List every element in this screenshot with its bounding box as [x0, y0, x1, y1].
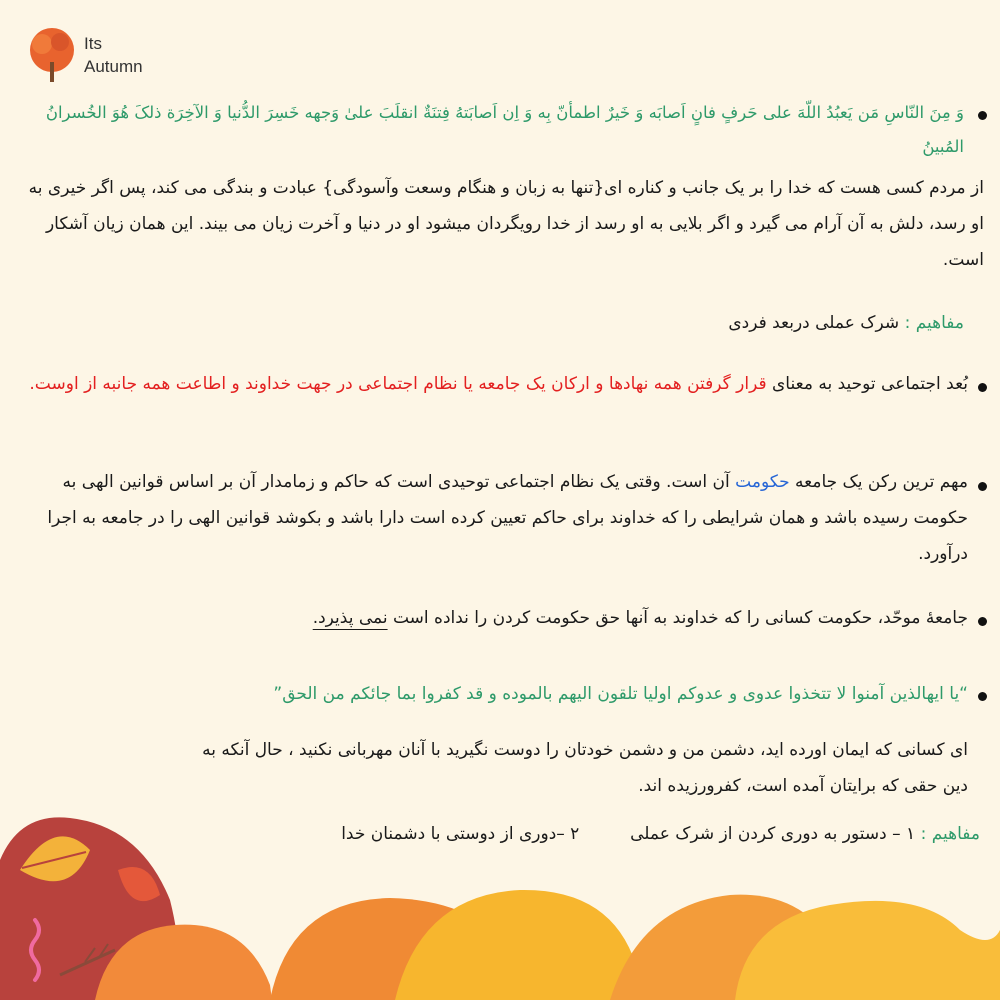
bullet-3	[978, 482, 987, 491]
concept-text-1: شرک عملی دربعد فردی	[728, 313, 900, 333]
monotheistic-society-paragraph	[60, 600, 968, 636]
concept-1	[300, 305, 964, 341]
translation-1: از مردم کسی هست که خدا را بر یک جانب و کناره ای{تنها به زبان و هنگام وسعت وآسودگی} عبادت و بندگی می کند، پس اگر خیری به او رسد، دلش به آن آرام می گیرد و اگر بلایی به او رسد از خدا رویگردان میشود او در دنیا و آخرت زیان می بیند. این همان زیان آشکار است.	[28, 178, 984, 270]
government-part-1: مهم ترین رکن یک جامعه	[795, 472, 968, 492]
concept-label-1: مفاهیم :	[904, 313, 964, 333]
concept-2	[150, 816, 980, 852]
government-highlight: حکومت	[735, 472, 790, 492]
brand-line-2: Autumn	[84, 57, 143, 76]
monotheistic-society-text: جامعۀ موحّد، حکومت کسانی را که خداوند به آنها حق حکومت کردن را نداده است	[392, 608, 968, 628]
concept-item-1: ۱ – دستور به دوری کردن از شرک عملی	[630, 824, 916, 844]
bullet-4	[978, 617, 987, 626]
quran-verse-1: وَ مِنَ النّاسِ مَن یَعبُدُ اللّهَ علی حَرفٍ فانٍ اَصابَه وَ خَیرٌ اطمأنّ بِه وَ اِن اَصابَتهُ فِتنَةٌ انقلَبَ علیٰ وَجهه خَسِرَ الدُّنیا وَ الآخِرَة ذلکَ هُوَ الخُسرانُ المُبینُ	[45, 103, 964, 156]
quran-verse-2: “یا ایهالذین آمنوا لا تتخذوا عدوی و عدوکم اولیا تلقون الیهم بالموده و قد کفروا بما جائکم من الحق”	[273, 684, 968, 704]
government-paragraph	[24, 464, 968, 572]
translation-2: ای کسانی که ایمان اورده اید، دشمن من و دشمن خودتان را دوست نگیرید با آنان مهربانی نکنید ، حال آنکه به دین حقی که برایتان آمده است، کفرورزیده اند.	[202, 740, 968, 796]
government-part-2: آن است. وقتی یک نظام اجتماعی توحیدی است که حاکم و زمامدار آن بر اساس قوانین الهی به حکومت رسیده باشد و همان شرایطی را که خداوند برای حاکم تعیین کرده است دارا باشد و بکوشد قوانین الهی را در جامعه به اجرا درآورد.	[47, 472, 968, 564]
social-monotheism-definition	[24, 366, 968, 402]
concept-label-2: مفاهیم :	[920, 824, 980, 844]
bullet-1	[978, 111, 987, 120]
definition-highlight: قرار گرفتن همه نهادها و ارکان یک جامعه یا نظام اجتماعی در جهت خداوند و اطاعت همه جانبه از اوست.	[29, 374, 767, 394]
concept-item-2: ۲ –دوری از دوستی با دشمنان خدا	[341, 824, 580, 844]
monotheistic-society-underlined: نمی پذیرد.	[312, 608, 388, 628]
definition-intro: بُعد اجتماعی توحید به معنای	[772, 374, 968, 394]
bullet-5	[978, 692, 987, 701]
bullet-2	[978, 383, 987, 392]
brand-line-1: Its	[84, 34, 102, 53]
